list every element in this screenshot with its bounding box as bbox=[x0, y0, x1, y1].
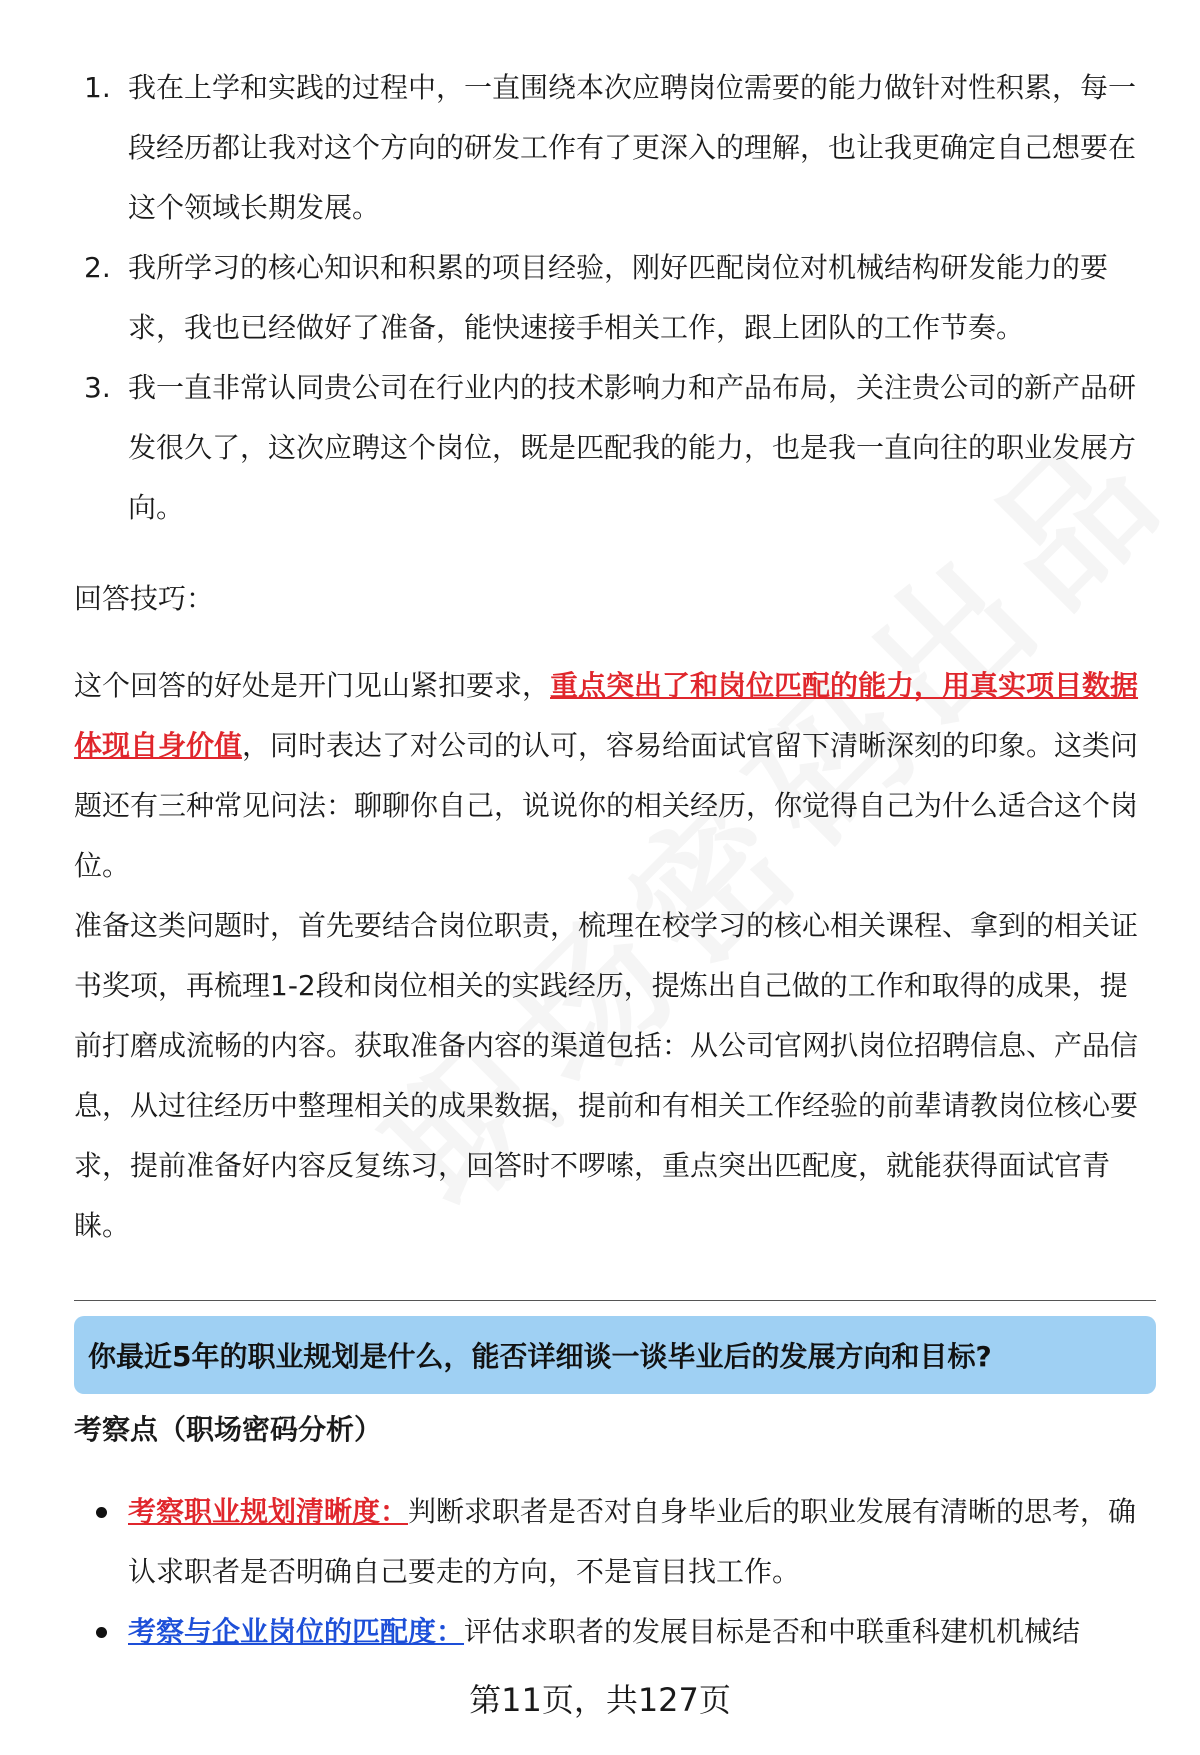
list-item bbox=[82, 58, 1142, 238]
bullet-dot-icon bbox=[96, 1507, 107, 1518]
bullet-label: 考察与企业岗位的匹配度： bbox=[128, 1615, 465, 1648]
page-number-footer: 第11页，共127页 bbox=[469, 1681, 731, 1719]
list-item bbox=[96, 1602, 1146, 1662]
list-item bbox=[96, 1482, 1146, 1602]
list-item-text: 我一直非常认同贵公司在行业内的技术影响力和产品布局，关注贵公司的新产品研发很久了，这次应聘这个岗位，既是匹配我的能力，也是我一直向往的职业发展方向。 bbox=[128, 371, 1137, 524]
bullet-text: 判断求职者是否对自身毕业后的职业发展有清晰的思考，确认求职者是否明确自己要走的方向，不是盲目找工作。 bbox=[128, 1495, 1137, 1588]
bullet-dot-icon bbox=[96, 1627, 107, 1638]
list-number: 3. bbox=[84, 371, 111, 404]
tips-text-after: ，同时表达了对公司的认可，容易给面试官留下清晰深刻的印象。这类问题还有三种常见问法：聊聊你自己，说说你的相关经历，你觉得自己为什么适合这个岗位。 bbox=[74, 729, 1139, 882]
list-item-text: 我所学习的核心知识和积累的项目经验，刚好匹配岗位对机械结构研发能力的要求，我也已经做好了准备，能快速接手相关工作，跟上团队的工作节奏。 bbox=[128, 251, 1109, 344]
bullet-label: 考察职业规划清晰度： bbox=[128, 1495, 409, 1528]
list-item bbox=[82, 238, 1142, 358]
prep-paragraph: 准备这类问题时，首先要结合岗位职责，梳理在校学习的核心相关课程、拿到的相关证书奖项，再梳理1-2段和岗位相关的实践经历，提炼出自己做的工作和取得的成果，提前打磨成流畅的内容。获取准备内容的渠道包括：从公司官网扒岗位招聘信息、产品信息，从过往经历中整理相关的成果数据，提前和有相关工作经验的前辈请教岗位核心要求，提前准备好内容反复练习，回答时不啰嗦，重点突出匹配度，就能获得面试官青睐。 bbox=[74, 909, 1139, 1242]
numbered-list bbox=[82, 58, 1142, 538]
list-item-text: 我在上学和实践的过程中，一直围绕本次应聘岗位需要的能力做针对性积累，每一段经历都让我对这个方向的研发工作有了更深入的理解，也让我更确定自己想要在这个领域长期发展。 bbox=[128, 71, 1137, 224]
question-title: 你最近5年的职业规划是什么，能否详细谈一谈毕业后的发展方向和目标? bbox=[88, 1340, 992, 1373]
tips-highlight: 重点突出了和岗位匹配的能力，用真实项目数据体现自身价值 bbox=[74, 669, 1139, 762]
bullet-text: 评估求职者的发展目标是否和中联重科建机机械结 bbox=[464, 1615, 1081, 1648]
list-number: 1. bbox=[84, 71, 111, 104]
section-subheading: 考察点（职场密码分析） bbox=[74, 1413, 383, 1446]
tips-label: 回答技巧： bbox=[74, 582, 215, 615]
question-box bbox=[74, 1316, 1156, 1394]
tips-paragraph bbox=[74, 656, 1144, 896]
bullet-list bbox=[96, 1482, 1146, 1662]
list-item bbox=[82, 358, 1142, 538]
section-divider bbox=[74, 1300, 1156, 1301]
list-number: 2. bbox=[84, 251, 111, 284]
tips-text-before: 这个回答的好处是开门见山紧扣要求， bbox=[74, 669, 551, 702]
